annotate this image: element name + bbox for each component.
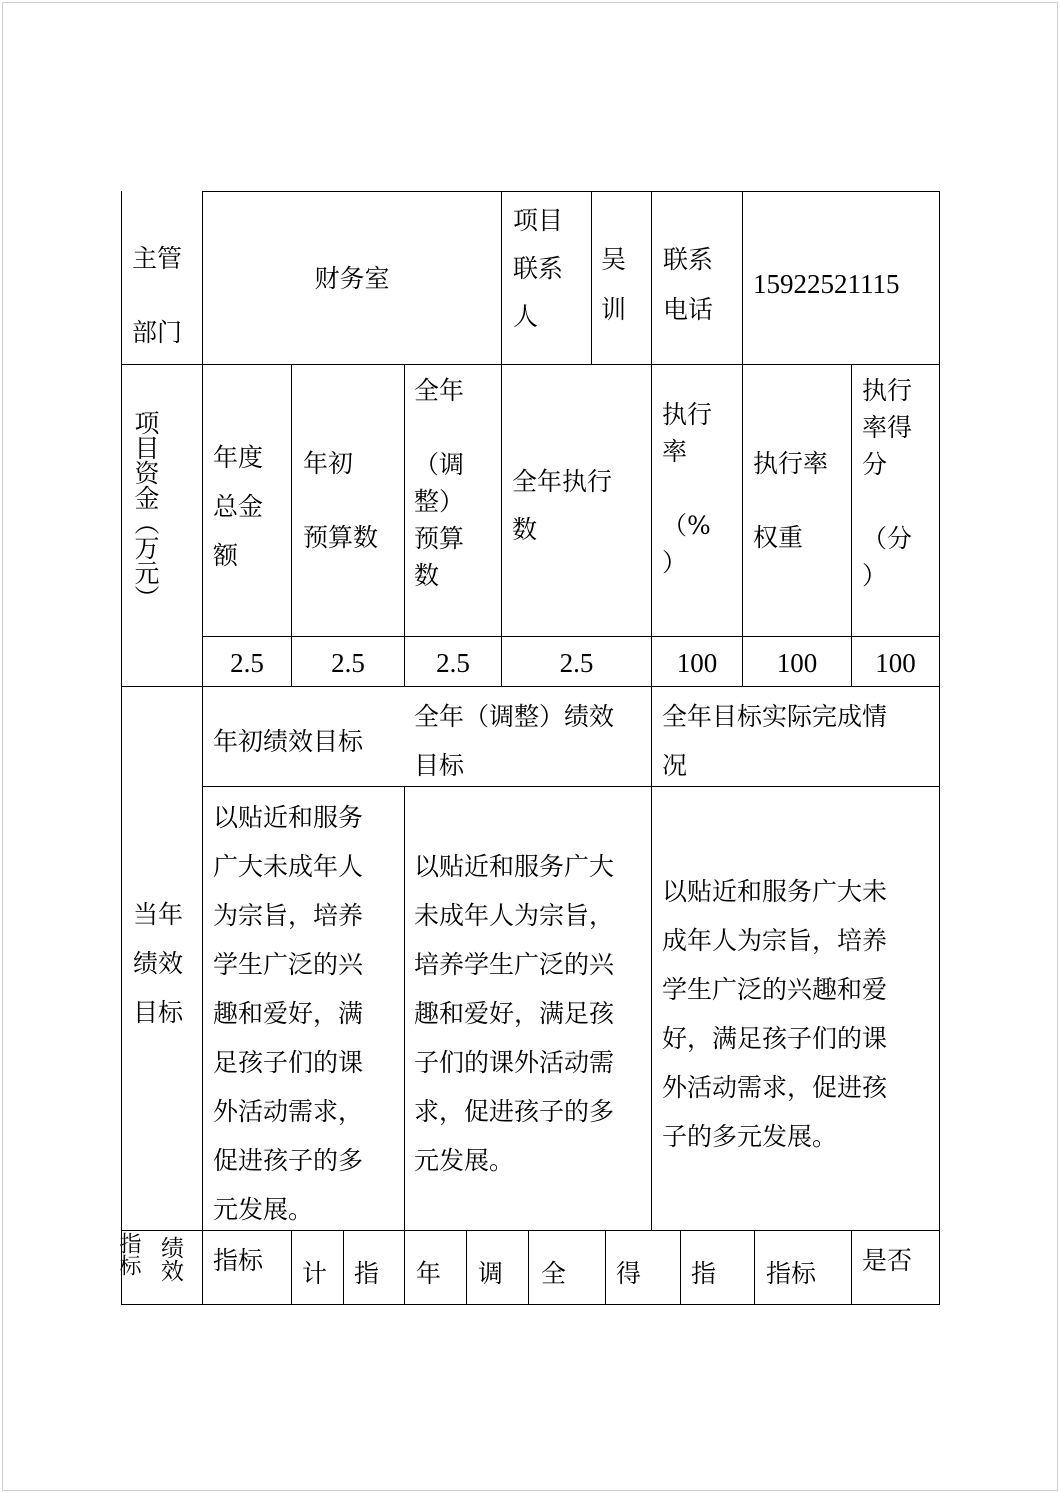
funds-value-initial: 2.5: [331, 647, 365, 678]
funds-value-executed: 2.5: [559, 647, 594, 678]
goals-header-adjusted: 全年（调整）绩效 目标: [414, 702, 615, 780]
phone-value: 15922521115: [753, 269, 900, 299]
goals-text-initial: 以贴近和服务 广大未成年人 为宗旨，培养 学生广泛的兴 趣和爱好，满 足孩子们的课 外活动需求， 促进孩子的多 元发展。: [213, 803, 364, 1224]
funds-header-total: 年度 总金 额: [213, 443, 264, 570]
last-cell-7: 指: [691, 1259, 717, 1288]
performance-label-a: 绩效: [157, 1236, 183, 1282]
funds-header-adjusted: 全年 （调 整） 预算 数: [414, 376, 465, 590]
funds-value-weight: 100: [776, 647, 818, 678]
funds-header-rate: 执行 率 （% ）: [662, 400, 713, 577]
dept-label: 主管 部门: [132, 244, 183, 347]
funds-value-total: 2.5: [230, 647, 264, 678]
indicator-label-clipped: [116, 1232, 144, 1304]
last-cell-1: 计: [302, 1259, 328, 1288]
funds-header-score: 执行 率得 分 （分 ）: [862, 376, 913, 590]
last-cell-5: 全: [541, 1259, 567, 1288]
indicator-label-b: 指标: [116, 1232, 141, 1276]
last-cell-2: 指: [354, 1259, 380, 1288]
last-cell-3: 年: [416, 1259, 442, 1288]
goals-text-adjusted: 以贴近和服务广大 未成年人为宗旨， 培养学生广泛的兴 趣和爱好，满足孩 子们的课外活动需 求，促进孩子的多 元发展。: [414, 852, 615, 1175]
funds-label-text: 项目资金（万元）: [131, 410, 160, 610]
funds-label: [126, 410, 176, 650]
last-cell-0: 指标: [213, 1246, 264, 1275]
last-cell-9: 是否: [862, 1246, 913, 1275]
funds-header-weight: 执行率 权重: [753, 449, 829, 552]
goals-header-initial: 年初绩效目标: [213, 727, 364, 756]
dept-value: 财务室: [314, 263, 390, 293]
performance-label: [157, 1236, 187, 1302]
funds-header-initial: 年初 预算数: [303, 449, 379, 552]
phone-label: 联系 电话: [663, 245, 714, 324]
last-cell-4: 调: [478, 1259, 504, 1288]
last-cell-6: 得: [616, 1259, 642, 1288]
funds-value-score: 100: [875, 647, 916, 678]
last-cell-8: 指标: [766, 1259, 817, 1288]
goals-text-actual: 以贴近和服务广大未 成年人为宗旨，培养 学生广泛的兴趣和爱 好，满足孩子们的课 外活动需求，促进孩 子的多元发展。: [662, 877, 888, 1151]
contact-label: 项目 联系 人: [513, 206, 564, 331]
funds-header-executed: 全年执行 数: [512, 467, 613, 544]
goals-label: 当年 绩效 目标: [133, 900, 184, 1027]
funds-value-rate: 100: [676, 647, 718, 678]
contact-name: 吴 训: [601, 245, 627, 324]
goals-header-actual: 全年目标实际完成情 况: [662, 702, 888, 780]
funds-value-adjusted: 2.5: [436, 647, 470, 678]
